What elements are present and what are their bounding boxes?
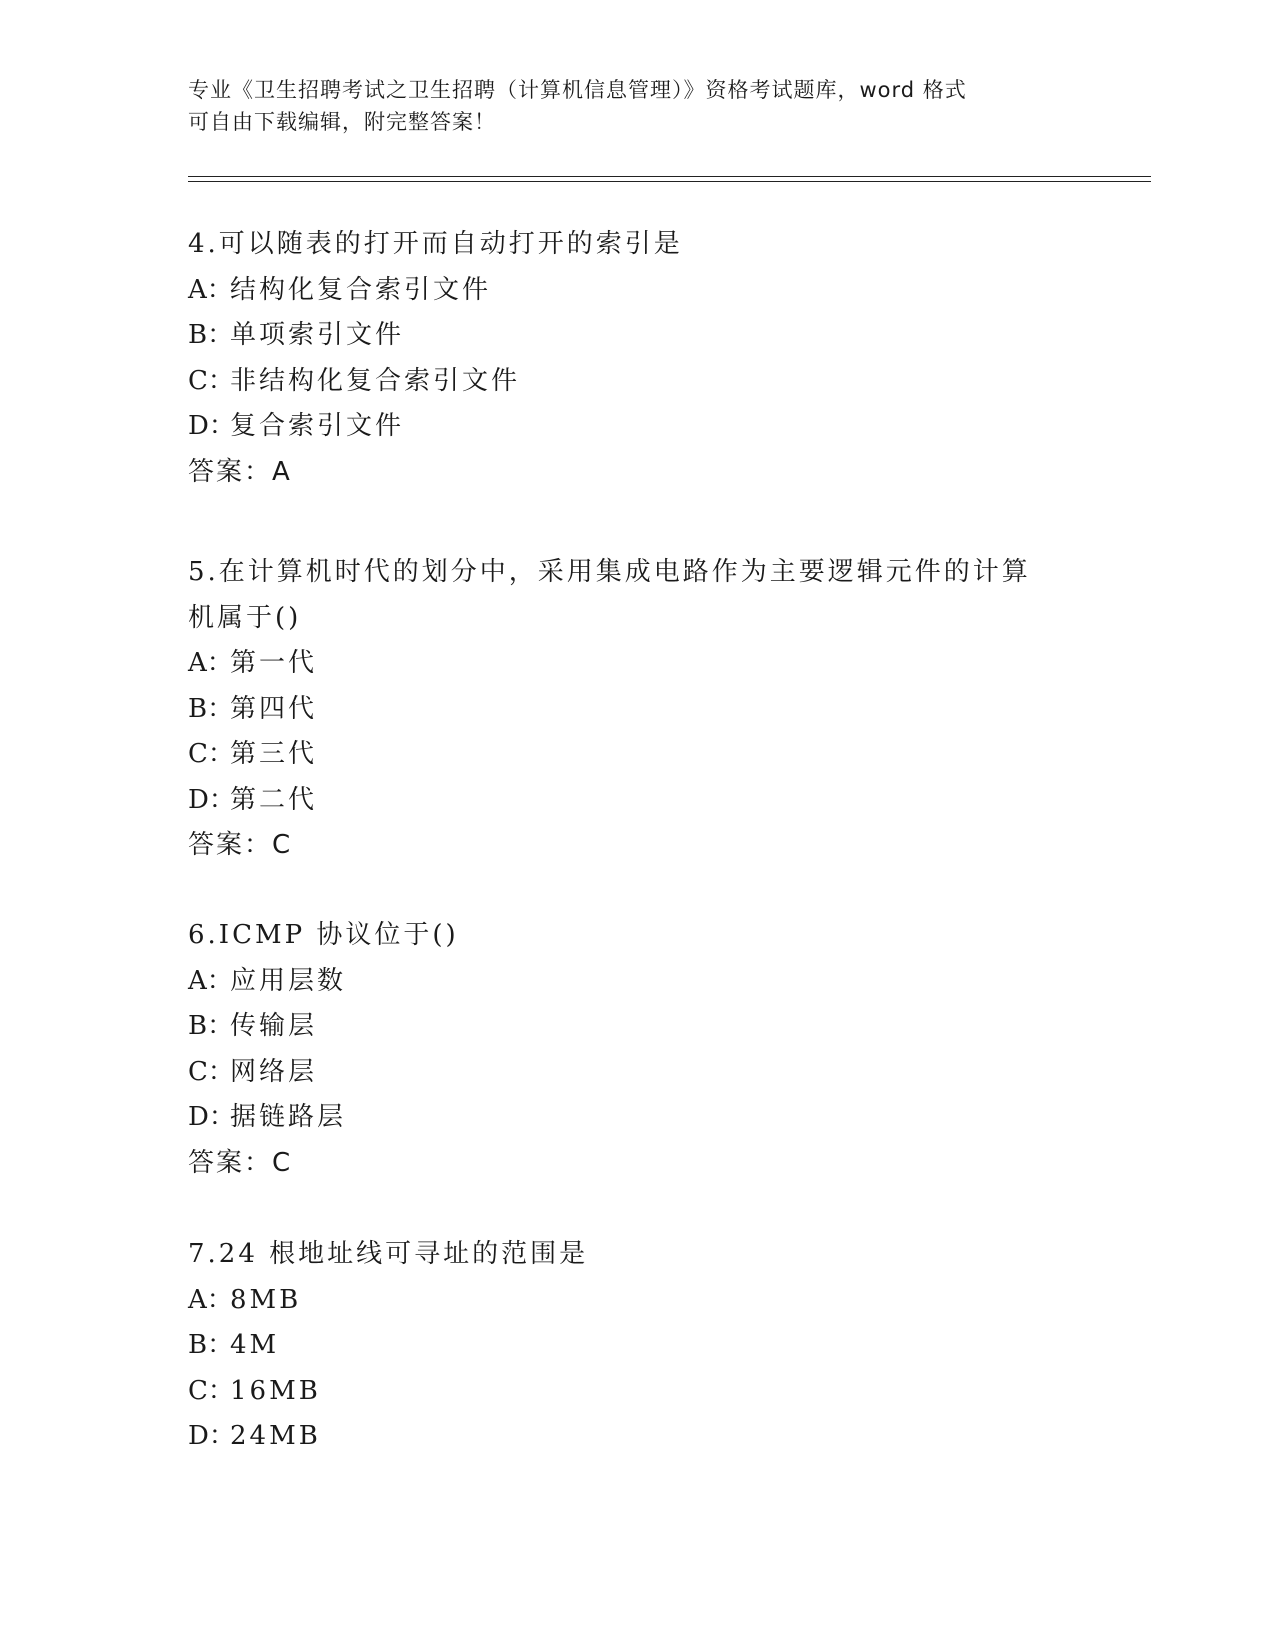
option-text: 据链路层 xyxy=(230,1102,347,1132)
option-b xyxy=(188,313,1088,359)
option-a xyxy=(188,959,1088,1005)
option-key: C： xyxy=(188,1375,234,1406)
option-b xyxy=(188,1004,1088,1050)
option-text: 4M xyxy=(230,1330,280,1360)
question-stem: 7.24 根地址线可寻址的范围是 xyxy=(188,1239,589,1269)
option-c xyxy=(188,1050,1088,1096)
option-key: A： xyxy=(188,274,233,305)
option-key: D： xyxy=(188,1102,235,1132)
question-stem: 5.在计算机时代的划分中，采用集成电路作为主要逻辑元件的计算机属于() xyxy=(188,557,1031,633)
option-key: A： xyxy=(188,1284,233,1315)
question-stem: 6.ICMP 协议位于() xyxy=(188,920,459,950)
question-7 xyxy=(188,1232,1088,1460)
answer: 答案：C xyxy=(188,1147,293,1178)
option-b xyxy=(188,687,1058,733)
option-key: D： xyxy=(188,1421,235,1451)
option-c xyxy=(188,359,1088,405)
option-text: 第四代 xyxy=(230,693,318,724)
option-text: 结构化复合索引文件 xyxy=(230,274,492,305)
option-d xyxy=(188,778,1058,824)
option-text: 非结构化复合索引文件 xyxy=(230,365,521,396)
question-4 xyxy=(188,222,1088,495)
option-key: B： xyxy=(188,320,234,350)
document-header xyxy=(188,74,1088,138)
option-text: 24MB xyxy=(230,1421,321,1451)
option-key: A： xyxy=(188,965,233,996)
header-divider-top xyxy=(188,176,1151,177)
option-key: B： xyxy=(188,1011,234,1041)
option-a xyxy=(188,268,1088,314)
option-text: 8MB xyxy=(230,1284,302,1315)
header-line-2: 可自由下载编辑，附完整答案！ xyxy=(188,110,496,134)
option-d xyxy=(188,1414,1088,1460)
option-text: 单项索引文件 xyxy=(230,320,405,350)
option-text: 网络层 xyxy=(230,1056,318,1087)
header-divider-bottom xyxy=(188,181,1151,182)
option-a xyxy=(188,641,1058,687)
option-key: D： xyxy=(188,411,235,441)
option-text: 16MB xyxy=(230,1375,321,1406)
option-text: 传输层 xyxy=(230,1011,318,1041)
question-6 xyxy=(188,913,1088,1186)
option-c xyxy=(188,732,1058,778)
option-a xyxy=(188,1278,1088,1324)
option-key: D： xyxy=(188,784,235,815)
option-key: C： xyxy=(188,739,234,769)
option-key: A： xyxy=(188,648,233,678)
option-key: C： xyxy=(188,365,234,396)
answer: 答案：A xyxy=(188,456,292,487)
answer: 答案：C xyxy=(188,830,293,860)
option-text: 第一代 xyxy=(230,648,318,678)
option-c xyxy=(188,1369,1088,1415)
option-key: B： xyxy=(188,1330,234,1360)
option-key: C： xyxy=(188,1056,234,1087)
option-d xyxy=(188,404,1088,450)
option-text: 应用层数 xyxy=(230,965,347,996)
option-text: 第二代 xyxy=(230,784,318,815)
question-5 xyxy=(188,550,1058,869)
option-b xyxy=(188,1323,1088,1369)
option-key: B： xyxy=(188,693,234,724)
option-text: 第三代 xyxy=(230,739,318,769)
option-d xyxy=(188,1095,1088,1141)
option-text: 复合索引文件 xyxy=(230,411,405,441)
header-line-1: 专业《卫生招聘考试之卫生招聘（计算机信息管理）》资格考试题库，word 格式 xyxy=(188,78,967,102)
question-stem: 4.可以随表的打开而自动打开的索引是 xyxy=(188,229,683,259)
